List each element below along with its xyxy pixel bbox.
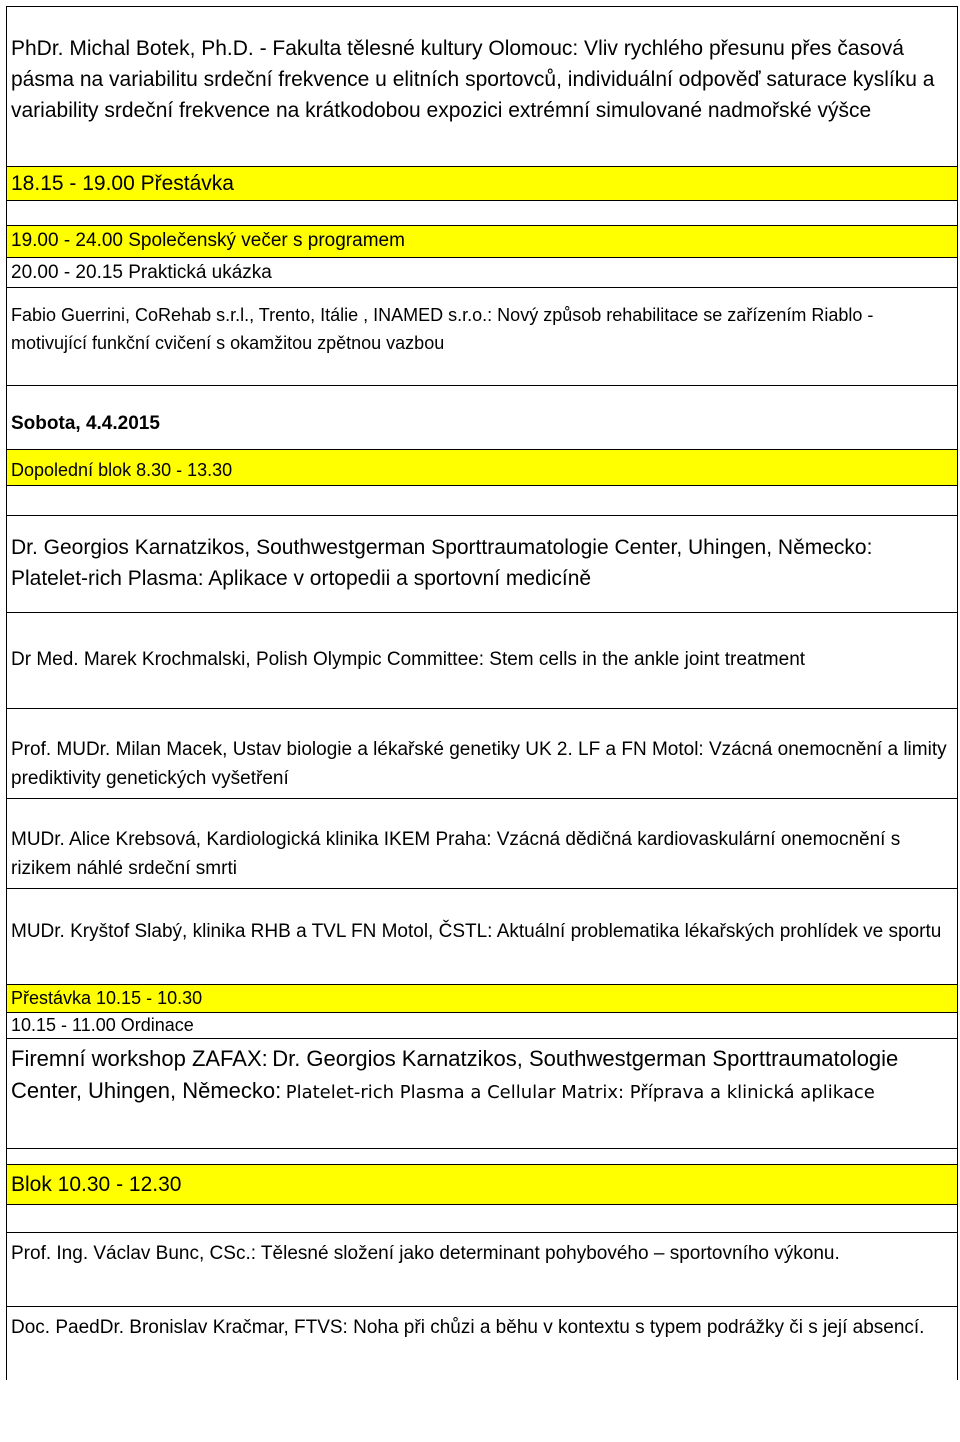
lecture-row-krebsova <box>7 799 957 889</box>
programme-table <box>6 6 958 1380</box>
break-text: 18.15 - 19.00 Přestávka <box>11 172 234 195</box>
lecture-text: Doc. PaedDr. Bronislav Kračmar, FTVS: Noha při chůzi a běhu v kontextu s typem podrážky či s její absencí. <box>11 1317 925 1338</box>
office-row <box>7 1013 957 1039</box>
lecture-text: PhDr. Michal Botek, Ph.D. - Fakulta tělesné kultury Olomouc: Vliv rychlého přesunu přes časová pásma na variabilitu srdeční frekvence u elitních sportovců, individuální odpověď saturace kyslíku a variability srdeční frekvence na krátkodobou expozici extrémní simulované nadmořské výšce <box>11 37 935 122</box>
lecture-row-kracmar <box>7 1307 957 1380</box>
block-heading-row <box>7 1165 957 1205</box>
lecture-row-krochmalski <box>7 613 957 709</box>
lecture-row-karnatzikos <box>7 516 957 613</box>
break-text: Přestávka 10.15 - 10.30 <box>11 988 203 1008</box>
break-row <box>7 167 957 201</box>
demo-lecture-row <box>7 288 957 386</box>
date-row <box>7 386 957 450</box>
spacer-row <box>7 1205 957 1233</box>
break-row <box>7 985 957 1013</box>
block-heading-text: Blok 10.30 - 12.30 <box>11 1173 182 1196</box>
workshop-row <box>7 1039 957 1149</box>
block-heading-text: Dopolední blok 8.30 - 13.30 <box>11 460 233 480</box>
lecture-text: Prof. MUDr. Milan Macek, Ustav biologie a lékařské genetiky UK 2. LF a FN Motol: Vzácná onemocnění a limity prediktivity genetických vyšetření <box>11 739 947 789</box>
spacer-row <box>7 1149 957 1165</box>
lecture-text: Dr. Georgios Karnatzikos, Southwestgerman Sporttraumatologie Center, Uhingen, Německo: Platelet-rich Plasma: Aplikace v ortopedii a sportovní medicíně <box>11 536 873 590</box>
lecture-text: Dr Med. Marek Krochmalski, Polish Olympic Committee: Stem cells in the ankle joint treatment <box>11 649 806 670</box>
block-heading-row <box>7 450 957 486</box>
office-text: 10.15 - 11.00 Ordinace <box>11 1015 194 1035</box>
evening-row <box>7 226 957 258</box>
evening-text: 19.00 - 24.00 Společenský večer s programem <box>11 230 405 251</box>
lecture-row-bunc <box>7 1233 957 1307</box>
demo-heading-row <box>7 258 957 288</box>
lecture-row-macek <box>7 709 957 799</box>
workshop-title: Platelet-rich Plasma a Cellular Matrix: Příprava a klinická aplikace <box>285 1082 875 1103</box>
workshop-prefix: Firemní workshop ZAFAX: <box>11 1046 268 1071</box>
workshop-speaker: Dr. Georgios Karnatzikos, Southwestgerman Sporttraumatologie Center, Uhingen, Německo: <box>11 1046 899 1103</box>
date-text: Sobota, 4.4.2015 <box>11 413 160 434</box>
lecture-text: MUDr. Kryštof Slabý, klinika RHB a TVL FN Motol, ČSTL: Aktuální problematika lékařských prohlídek ve sportu <box>11 921 942 942</box>
lecture-row-botek <box>7 7 957 167</box>
spacer-row <box>7 486 957 516</box>
spacer-row <box>7 201 957 226</box>
demo-heading-text: 20.00 - 20.15 Praktická ukázka <box>11 262 272 283</box>
lecture-row-slaby <box>7 889 957 985</box>
demo-lecture-text: Fabio Guerrini, CoRehab s.r.l., Trento, Itálie , INAMED s.r.o.: Nový způsob rehabilitace se zařízením Riablo - motivující funkční cvičení s okamžitou zpětnou vazbou <box>11 305 874 353</box>
lecture-text: MUDr. Alice Krebsová, Kardiologická klinika IKEM Praha: Vzácná dědičná kardiovaskulární onemocnění s rizikem náhlé srdeční smrti <box>11 829 901 879</box>
lecture-text: Prof. Ing. Václav Bunc, CSc.: Tělesné složení jako determinant pohybového – sportovního výkonu. <box>11 1243 840 1264</box>
